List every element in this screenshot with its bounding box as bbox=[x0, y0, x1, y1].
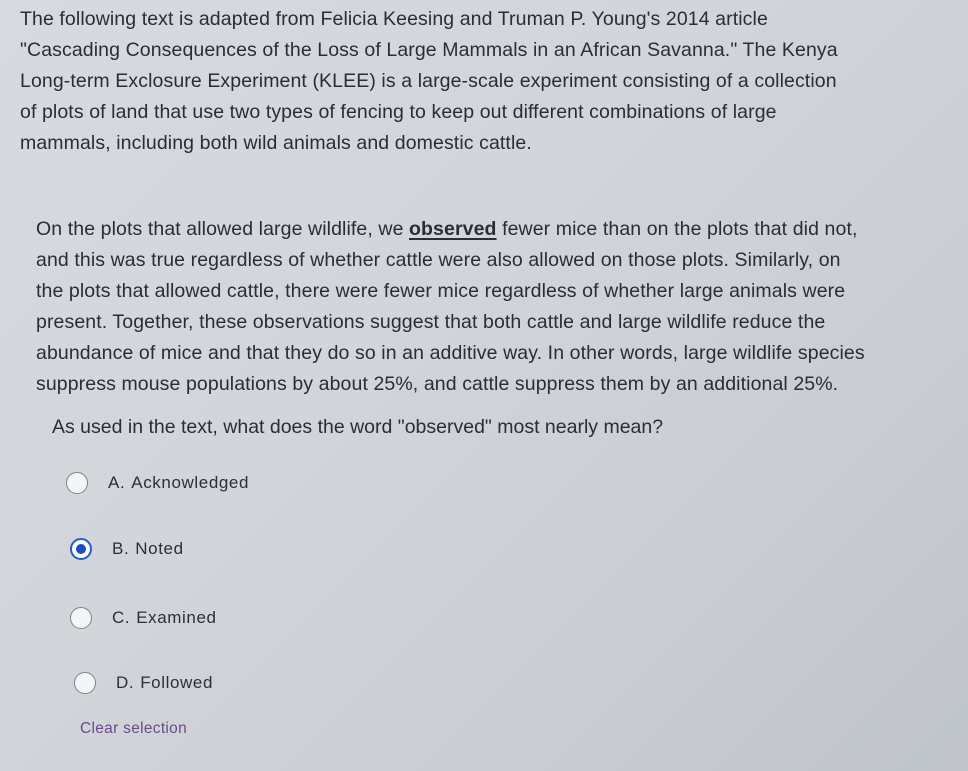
option-d-label bbox=[116, 673, 213, 693]
option-d[interactable] bbox=[74, 666, 213, 700]
intro-line: The following text is adapted from Felicia Keesing and Truman P. Young's 2014 article bbox=[20, 8, 768, 30]
passage-line bbox=[36, 214, 946, 245]
option-letter: D. bbox=[116, 673, 135, 692]
radio-button-b[interactable] bbox=[70, 538, 92, 560]
option-c[interactable] bbox=[70, 601, 217, 635]
option-text: Acknowledged bbox=[131, 473, 250, 492]
intro-line: "Cascading Consequences of the Loss of Large Mammals in an African Savanna." The Kenya bbox=[20, 39, 838, 61]
intro-line: Long-term Exclosure Experiment (KLEE) is a large-scale experiment consisting of a collection bbox=[20, 70, 837, 92]
intro-paragraph bbox=[20, 4, 960, 159]
question-text: As used in the text, what does the word "observed" most nearly mean? bbox=[52, 416, 664, 438]
passage-text: fewer mice than on the plots that did not, bbox=[496, 218, 858, 240]
option-a-label bbox=[108, 473, 249, 493]
radio-button-c[interactable] bbox=[70, 607, 92, 629]
clear-selection-link[interactable]: Clear selection bbox=[80, 720, 188, 737]
option-letter: C. bbox=[112, 608, 131, 627]
passage-text: On the plots that allowed large wildlife, we bbox=[36, 218, 410, 240]
option-b[interactable] bbox=[70, 532, 184, 566]
radio-button-d[interactable] bbox=[74, 672, 96, 694]
option-a[interactable] bbox=[66, 466, 249, 500]
option-c-label bbox=[112, 608, 217, 628]
passage-line: suppress mouse populations by about 25%, and cattle suppress them by an additional 25%. bbox=[36, 373, 839, 395]
passage-line: the plots that allowed cattle, there were fewer mice regardless of whether large animals were bbox=[36, 280, 846, 302]
option-text: Examined bbox=[136, 608, 217, 627]
passage-line: present. Together, these observations suggest that both cattle and large wildlife reduce the bbox=[36, 311, 826, 333]
intro-line: of plots of land that use two types of fencing to keep out different combinations of large bbox=[20, 101, 777, 123]
option-text: Followed bbox=[140, 673, 214, 692]
option-letter: A. bbox=[108, 473, 126, 492]
passage-paragraph bbox=[36, 214, 946, 400]
passage-line: abundance of mice and that they do so in an additive way. In other words, large wildlife species bbox=[36, 342, 865, 364]
option-letter: B. bbox=[112, 539, 130, 558]
option-b-label bbox=[112, 539, 184, 559]
radio-button-a[interactable] bbox=[66, 472, 88, 494]
target-word: observed bbox=[409, 218, 497, 240]
passage-line: and this was true regardless of whether cattle were also allowed on those plots. Similarly, on bbox=[36, 249, 841, 271]
option-text: Noted bbox=[135, 539, 184, 558]
intro-line: mammals, including both wild animals and domestic cattle. bbox=[20, 132, 532, 154]
